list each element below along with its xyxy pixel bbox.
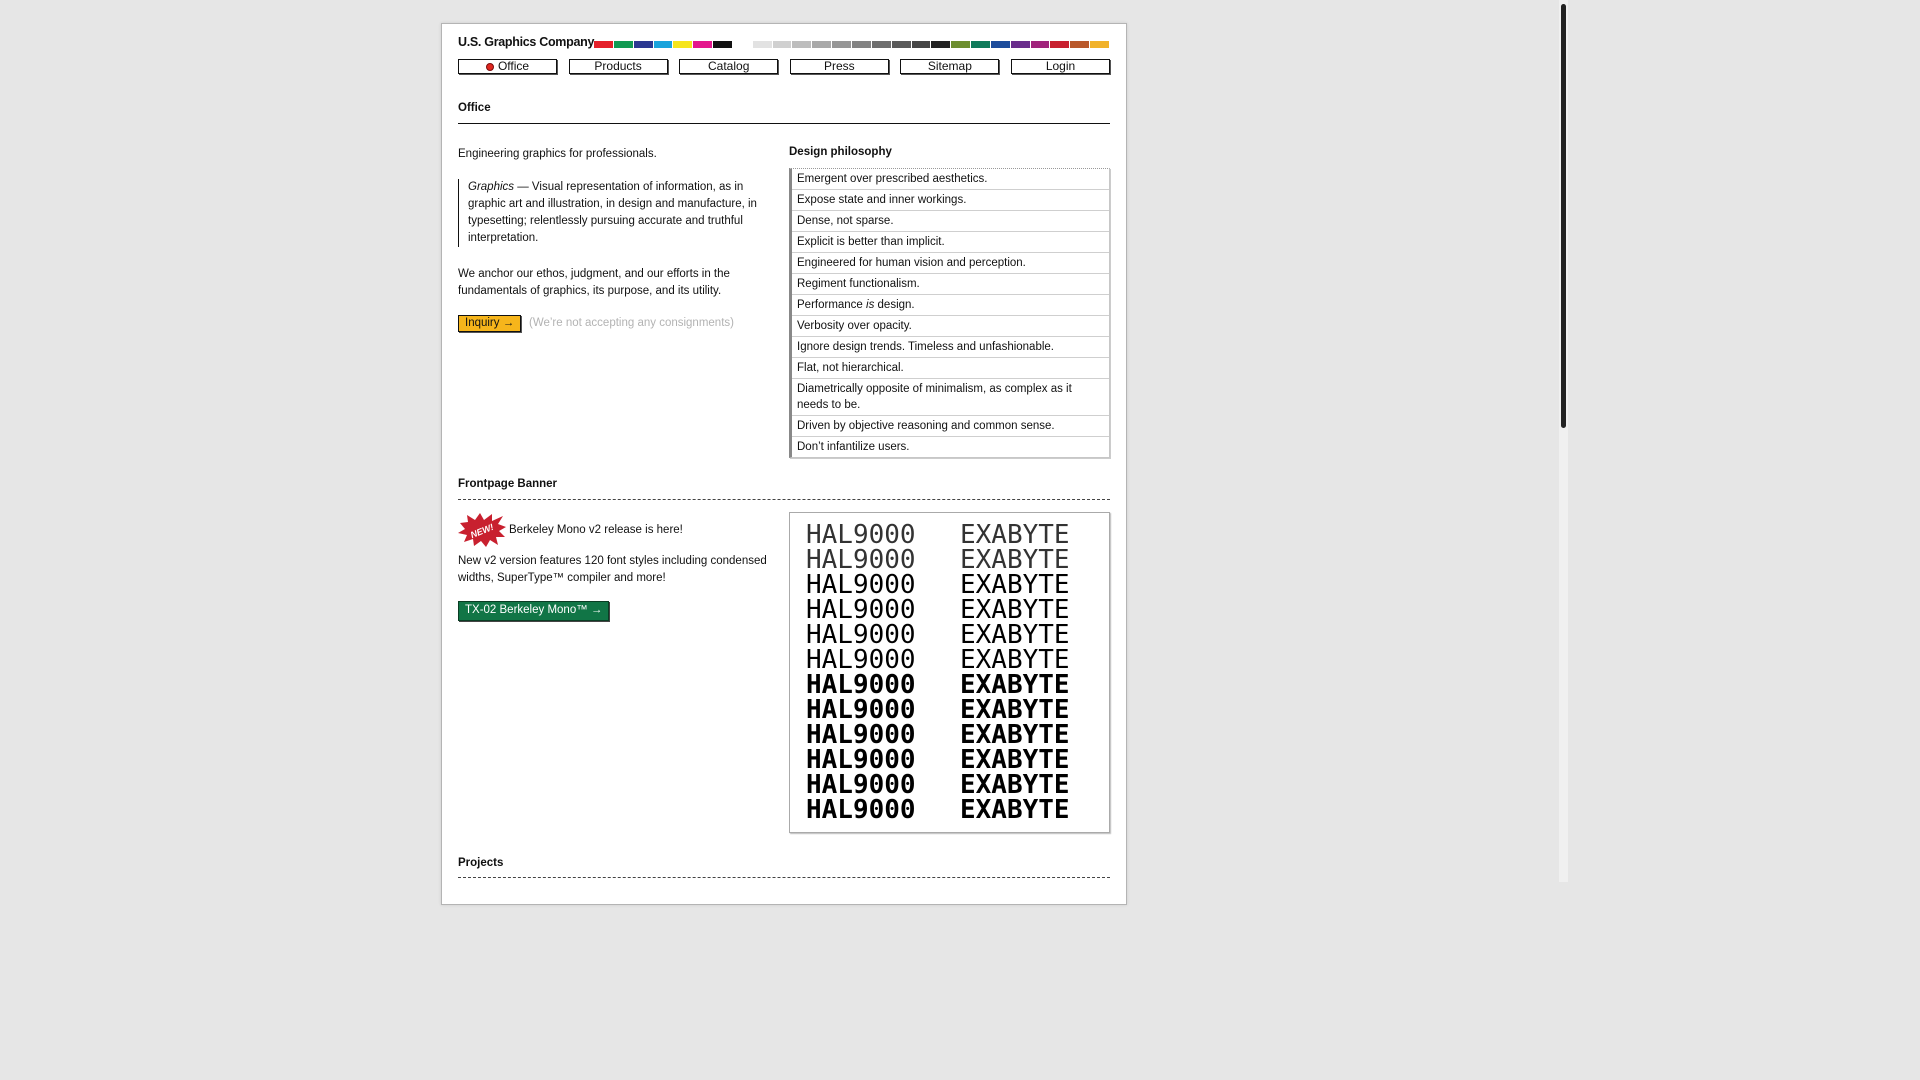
specimen-text-left: HAL9000 bbox=[806, 695, 916, 725]
palette-swatch bbox=[812, 41, 831, 48]
specimen-text-right: EXABYTE bbox=[960, 670, 1070, 700]
specimen-text-left: HAL9000 bbox=[806, 745, 916, 775]
palette-swatch bbox=[1011, 41, 1030, 48]
palette-swatch bbox=[1070, 41, 1089, 48]
new-badge-icon bbox=[458, 513, 506, 547]
specimen-text-right: EXABYTE bbox=[960, 620, 1070, 650]
palette-swatch bbox=[832, 41, 851, 48]
nav-tab-label: Office bbox=[497, 59, 530, 73]
philosophy-item: Emergent over prescribed aesthetics. bbox=[792, 169, 1109, 190]
specimen-text-left: HAL9000 bbox=[806, 570, 916, 600]
definition-quote bbox=[458, 179, 768, 247]
main-nav bbox=[458, 59, 1110, 76]
nav-tab-sitemap[interactable] bbox=[900, 59, 999, 74]
palette-swatch bbox=[693, 41, 712, 48]
font-specimen-panel bbox=[789, 512, 1110, 833]
berkeley-mono-cta-button[interactable]: TX-02 Berkeley Mono™ → bbox=[458, 601, 609, 621]
brand-logo-text[interactable]: U.S. Graphics Company bbox=[458, 35, 595, 49]
tagline: Engineering graphics for professionals. bbox=[458, 148, 657, 160]
active-indicator-icon bbox=[486, 63, 494, 71]
philosophy-title: Design philosophy bbox=[789, 146, 892, 158]
color-palette-strip bbox=[594, 41, 1110, 48]
section-title-banner: Frontpage Banner bbox=[458, 478, 558, 490]
inquiry-button[interactable]: Inquiry → bbox=[458, 315, 521, 332]
specimen-text-right: EXABYTE bbox=[960, 720, 1070, 750]
philosophy-item: Performance is design. bbox=[792, 295, 1109, 316]
nav-tab-label: Catalog bbox=[708, 59, 750, 73]
palette-swatch bbox=[713, 41, 732, 48]
scrollbar-thumb[interactable] bbox=[1561, 4, 1566, 428]
philosophy-item: Flat, not hierarchical. bbox=[792, 358, 1109, 379]
palette-swatch bbox=[912, 41, 931, 48]
philosophy-item: Dense, not sparse. bbox=[792, 211, 1109, 232]
scrollbar[interactable] bbox=[1559, 0, 1568, 882]
philosophy-item: Verbosity over opacity. bbox=[792, 316, 1109, 337]
specimen-text-left: HAL9000 bbox=[806, 770, 916, 800]
palette-swatch bbox=[951, 41, 970, 48]
philosophy-list bbox=[789, 168, 1110, 458]
palette-swatch bbox=[1090, 41, 1109, 48]
section-divider bbox=[458, 123, 1110, 124]
nav-tab-label: Sitemap bbox=[927, 59, 972, 73]
palette-swatch bbox=[931, 41, 950, 48]
philosophy-item: Regiment functionalism. bbox=[792, 274, 1109, 295]
philosophy-item: Don’t infantilize users. bbox=[797, 441, 910, 453]
palette-swatch bbox=[892, 41, 911, 48]
nav-tab-login[interactable] bbox=[1011, 59, 1110, 74]
specimen-text-left: HAL9000 bbox=[806, 670, 916, 700]
palette-swatch bbox=[1050, 41, 1069, 48]
inquiry-note: (We’re not accepting any consignments) bbox=[529, 317, 734, 329]
specimen-text-left: HAL9000 bbox=[806, 595, 916, 625]
badge-text: NEW! bbox=[469, 521, 495, 541]
specimen-text-left: HAL9000 bbox=[806, 620, 916, 650]
palette-swatch bbox=[654, 41, 673, 48]
quote-text: — Visual representation of information, as in graphic art and illustration, in design and manufacture, in typesetting; relentlessly pursuing accurate and truthful interpretation. bbox=[468, 181, 757, 244]
specimen-text-right: EXABYTE bbox=[960, 520, 1070, 550]
palette-swatch bbox=[1031, 41, 1050, 48]
nav-tab-press[interactable] bbox=[790, 59, 889, 74]
palette-swatch bbox=[991, 41, 1010, 48]
section-divider-dashed bbox=[458, 499, 1110, 500]
philosophy-item: Expose state and inner workings. bbox=[792, 190, 1109, 211]
palette-swatch bbox=[872, 41, 891, 48]
philosophy-item: Ignore design trends. Timeless and unfashionable. bbox=[792, 337, 1109, 358]
specimen-text-left: HAL9000 bbox=[806, 545, 916, 575]
philosophy-item: Explicit is better than implicit. bbox=[792, 232, 1109, 253]
specimen-text-left: HAL9000 bbox=[806, 645, 916, 675]
palette-swatch bbox=[773, 41, 792, 48]
specimen-text-right: EXABYTE bbox=[960, 745, 1070, 775]
specimen-text-right: EXABYTE bbox=[960, 595, 1070, 625]
palette-swatch bbox=[594, 41, 613, 48]
specimen-text-right: EXABYTE bbox=[960, 570, 1070, 600]
nav-tab-label: Press bbox=[823, 59, 855, 73]
specimen-text-right: EXABYTE bbox=[960, 645, 1070, 675]
specimen-row bbox=[806, 795, 1096, 825]
nav-tab-products[interactable] bbox=[569, 59, 668, 74]
palette-swatch bbox=[753, 41, 772, 48]
specimen-text-right: EXABYTE bbox=[960, 545, 1070, 575]
section-divider-dashed bbox=[458, 877, 1110, 878]
ethos-text: We anchor our ethos, judgment, and our efforts in the fundamentals of graphics, its purpose, and its utility. bbox=[458, 268, 730, 297]
palette-swatch bbox=[971, 41, 990, 48]
page-card bbox=[441, 23, 1127, 905]
specimen-text-left: HAL9000 bbox=[806, 520, 916, 550]
specimen-text-left: HAL9000 bbox=[806, 795, 916, 825]
palette-swatch bbox=[614, 41, 633, 48]
specimen-text-right: EXABYTE bbox=[960, 795, 1070, 825]
palette-swatch bbox=[634, 41, 653, 48]
philosophy-item: Diametrically opposite of minimalism, as complex as it needs to be. bbox=[792, 379, 1109, 416]
nav-tab-catalog[interactable] bbox=[679, 59, 778, 74]
specimen-text-left: HAL9000 bbox=[806, 720, 916, 750]
quote-term: Graphics bbox=[468, 181, 515, 193]
release-description: New v2 version features 120 font styles including condensed widths, SuperType™ compiler and more! bbox=[458, 555, 767, 584]
release-headline: Berkeley Mono v2 release is here! bbox=[509, 524, 683, 536]
section-title-projects: Projects bbox=[458, 857, 504, 869]
palette-swatch bbox=[733, 41, 752, 48]
palette-swatch bbox=[792, 41, 811, 48]
specimen-text-right: EXABYTE bbox=[960, 695, 1070, 725]
nav-tab-label: Login bbox=[1045, 59, 1076, 73]
philosophy-item: Driven by objective reasoning and common sense. bbox=[792, 416, 1109, 437]
palette-swatch bbox=[673, 41, 692, 48]
palette-swatch bbox=[852, 41, 871, 48]
section-title-office: Office bbox=[458, 102, 491, 114]
specimen-text-right: EXABYTE bbox=[960, 770, 1070, 800]
nav-tab-office[interactable] bbox=[458, 59, 557, 74]
philosophy-item: Engineered for human vision and perception. bbox=[792, 253, 1109, 274]
nav-tab-label: Products bbox=[594, 59, 642, 73]
